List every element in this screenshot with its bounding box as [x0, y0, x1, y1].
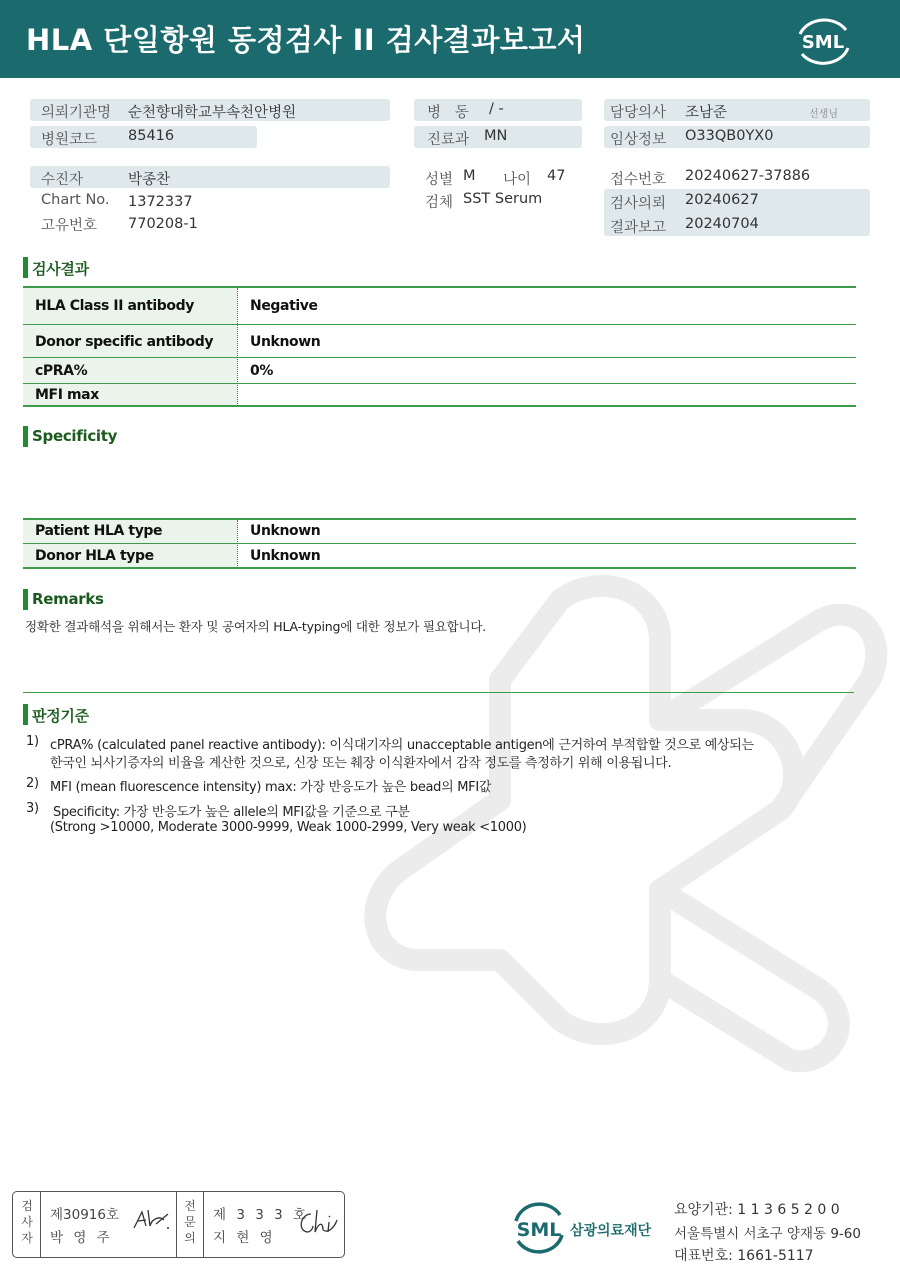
footer-org-name: 삼광의료재단: [570, 1223, 652, 1239]
result-row-value: 0%: [250, 363, 273, 379]
sex-label: 성별: [425, 172, 454, 188]
result-row-label: cPRA%: [35, 363, 88, 379]
chart-label: Chart No.: [41, 192, 110, 208]
footer-sml-logo: [510, 1199, 568, 1257]
signature-divider: [40, 1192, 41, 1257]
specificity-row-value: Unknown: [250, 523, 321, 539]
clinical-label: 임상정보: [610, 132, 667, 148]
specificity-row-value: Unknown: [250, 548, 321, 564]
footer-logo-text: SML: [516, 1219, 562, 1241]
criteria-item-text: cPRA% (calculated panel reactive antibody): 이식대기자의 unacceptable antigen에 근거하여 부적합할 것으로 예상되는: [50, 738, 754, 753]
results-top-rule: [23, 286, 856, 288]
specialist-name: 지 현 영: [213, 1230, 276, 1246]
specimen-value: SST Serum: [463, 191, 543, 207]
remarks-text: 정확한 결과해석을 위해서는 환자 및 공여자의 HLA-typing에 대한 정보가 필요합니다.: [25, 619, 486, 634]
signature-divider: [203, 1192, 204, 1257]
result-row-label: Donor specific antibody: [35, 334, 214, 350]
request-value: 20240627: [685, 192, 759, 208]
results-row-divider: [23, 357, 856, 358]
doctor-suffix: 선생님: [809, 109, 838, 120]
results-bottom-rule: [23, 405, 856, 407]
examiner-name: 박 영 주: [50, 1230, 113, 1246]
doctor-value: 조남준: [685, 105, 728, 121]
report-title: HLA 단일항원 동정검사 II 검사결과보고서: [26, 23, 586, 57]
specialist-license: 제 3 3 3 호: [213, 1207, 310, 1223]
ward-label: 병 동: [427, 105, 469, 121]
hospital-value: 순천향대학교부속천안병원: [128, 105, 297, 121]
criteria-item-text: MFI (mean fluorescence intensity) max: 가장 반응도가 높은 bead의 MFI값: [50, 780, 492, 795]
results-row-divider: [23, 324, 856, 325]
criteria-item-text: (Strong >10000, Moderate 3000-9999, Weak 1000-2999, Very weak <1000): [50, 820, 527, 835]
report-value: 20240704: [685, 216, 759, 232]
specificity-row-label: Patient HLA type: [35, 523, 163, 539]
remarks-divider: [23, 692, 854, 693]
patient-value: 박종찬: [128, 172, 171, 188]
report-header: [0, 0, 900, 78]
hospital-label: 의뢰기관명: [41, 105, 112, 121]
sml-logo-text: SML: [801, 32, 845, 53]
specificity-section-bar: [23, 426, 28, 447]
result-row-value: Unknown: [250, 334, 321, 350]
specificity-bottom-rule: [23, 567, 856, 569]
age-value: 47: [547, 168, 566, 184]
remarks-section-title: Remarks: [32, 590, 104, 608]
examiner-license: 제30916호: [50, 1207, 120, 1223]
specialist-label: 전문의: [184, 1199, 196, 1245]
specificity-column-divider: [237, 520, 238, 568]
doctor-label: 담당의사: [610, 105, 667, 121]
receipt-value: 20240627-37886: [685, 168, 811, 184]
criteria-item-text: Specificity: 가장 반응도가 높은 allele의 MFI값을 기준으로 구분: [53, 805, 410, 820]
examiner-signature: [130, 1206, 172, 1234]
signature-divider: [176, 1192, 177, 1257]
criteria-section-bar: [23, 704, 28, 725]
receipt-label: 접수번호: [610, 172, 667, 188]
criteria-item-number: 3): [26, 801, 39, 816]
age-label: 나이: [503, 172, 532, 188]
result-row-label: HLA Class II antibody: [35, 298, 194, 314]
report-label: 결과보고: [610, 220, 667, 236]
specificity-section-title: Specificity: [32, 427, 118, 445]
result-row-value: Negative: [250, 298, 318, 314]
examiner-label: 검사자: [21, 1199, 33, 1245]
unique-value: 770208-1: [128, 216, 198, 232]
results-column-divider: [237, 288, 238, 406]
result-row-label: MFI max: [35, 387, 99, 403]
results-section-title: 검사결과: [32, 260, 89, 278]
unique-label: 고유번호: [41, 218, 98, 234]
criteria-item-number: 1): [26, 734, 39, 749]
signature-box: [12, 1191, 345, 1258]
patient-box: [30, 166, 390, 188]
footer-institution-code: 요양기관: 1 1 3 6 5 2 0 0: [674, 1202, 840, 1218]
sex-value: M: [463, 168, 476, 184]
ward-value: / -: [489, 101, 504, 117]
specificity-top-rule: [23, 518, 856, 520]
dept-value: MN: [484, 128, 508, 144]
results-section-bar: [23, 257, 28, 278]
footer-address: 서울특별시 서초구 양재동 9-60: [674, 1226, 861, 1242]
footer-phone: 대표번호: 1661-5117: [674, 1248, 814, 1264]
sml-logo: [792, 12, 854, 68]
specimen-label: 검체: [425, 195, 454, 211]
patient-label: 수진자: [41, 172, 84, 188]
hospital-code-label: 병원코드: [41, 132, 98, 148]
specialist-signature: [295, 1208, 339, 1238]
dept-label: 진료과: [427, 132, 470, 148]
remarks-section-bar: [23, 589, 28, 610]
criteria-item-number: 2): [26, 776, 39, 791]
specificity-row-divider: [23, 543, 856, 544]
clinical-value: O33QB0YX0: [685, 128, 774, 144]
criteria-section-title: 판정기준: [32, 707, 89, 725]
hospital-code-value: 85416: [128, 128, 175, 144]
results-row-divider: [23, 383, 856, 384]
criteria-item-text: 한국인 뇌사기증자의 비율을 계산한 것으로, 신장 또는 췌장 이식환자에서 감작 정도를 측정하기 위해 이용됩니다.: [50, 756, 672, 771]
chart-value: 1372337: [128, 194, 193, 210]
request-label: 검사의뢰: [610, 196, 667, 212]
specificity-row-label: Donor HLA type: [35, 548, 154, 564]
